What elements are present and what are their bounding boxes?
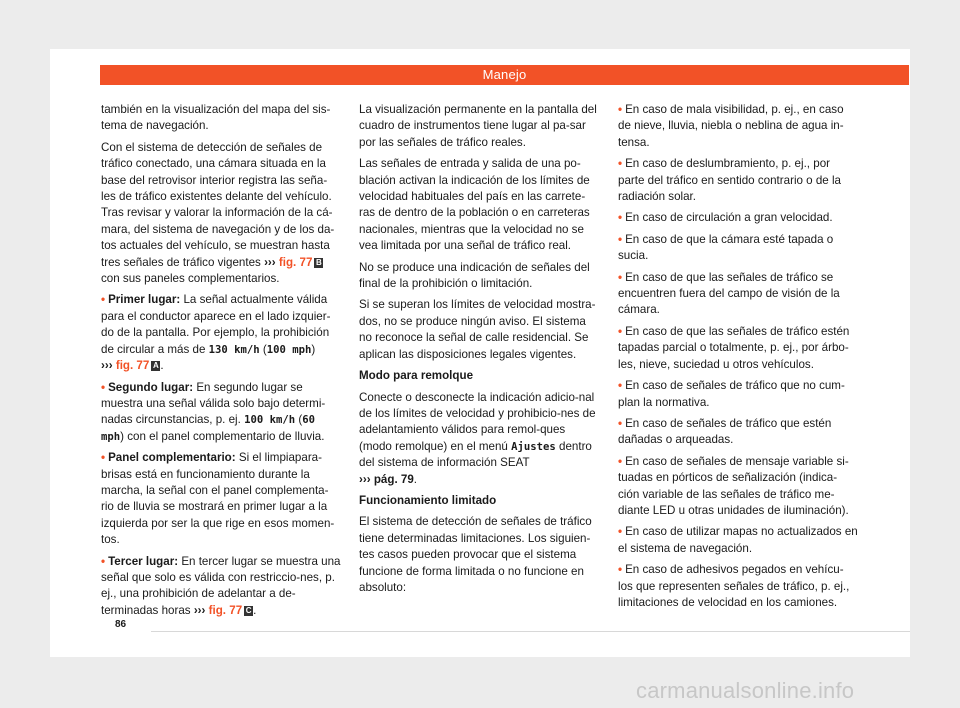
list-item: • En caso de que las señales de tráfico estén tapadas parcial o totalmente, p. ej., por árbo-les, nieve, suciedad u otros vehículos. bbox=[618, 324, 850, 371]
arrow-icon: ››› bbox=[264, 255, 276, 269]
list-item: • En caso de adhesivos pegados en vehícu-los que representen señales de tráfico, p. ej., limitaciones de velocidad en los camiones. bbox=[618, 563, 850, 609]
column-1 bbox=[101, 102, 341, 624]
list-item: • Panel complementario: Si el limpiapara-brisas está en funcionamiento durante la marcha, la señal con el panel complementa-rio de lluvia se mostrará en primer lugar a la izquierda por ser la que rige en esos momen-tos. bbox=[101, 451, 335, 547]
arrow-icon: ››› bbox=[101, 359, 113, 373]
figure-link[interactable]: fig. 77 bbox=[278, 255, 313, 269]
page-number: 86 bbox=[115, 619, 127, 630]
bullet-icon: • bbox=[618, 324, 623, 338]
list-item: • En caso de que las señales de tráfico se encuentren fuera del campo de visión de la cámara. bbox=[618, 270, 840, 317]
footer-divider bbox=[151, 631, 910, 632]
bullet-icon: • bbox=[101, 451, 106, 465]
paragraph: Con el sistema de detección de señales de tráfico conectado, una cámara situada en la base del retrovisor interior registra las seña-les de tráfico existentes delante del vehículo. Tras revisar y valorar la información de la cá-mara, del sistema de navegación y de los da-tos actuales del vehículo, se muestran hasta tres señales de tráfico vigentes ››› fig. 77 B con sus paneles complementarios. bbox=[101, 140, 335, 286]
list-item: • En caso de deslumbramiento, p. ej., por parte del tráfico en sentido contrario o de la radiación solar. bbox=[618, 157, 841, 204]
paragraph: No se produce una indicación de señales del final de la prohibición o limitación. bbox=[359, 260, 590, 291]
bullet-icon: • bbox=[618, 416, 623, 430]
figure-label-icon: C bbox=[245, 605, 252, 615]
page bbox=[50, 49, 910, 657]
bullet-icon: • bbox=[618, 103, 623, 116]
figure-label-icon: A bbox=[152, 361, 159, 371]
paragraph: Si se superan los límites de velocidad mostra-dos, no se produce ningún aviso. El sistema no reconoce la señal de calle residencial. Se aplican las disposiciones legales vigentes. bbox=[359, 298, 596, 361]
arrow-icon: ››› bbox=[359, 472, 371, 486]
figure-link[interactable]: fig. 77 bbox=[115, 359, 150, 373]
bullet-icon: • bbox=[101, 293, 106, 307]
bullet-icon: • bbox=[618, 563, 623, 577]
paragraph: El sistema de detección de señales de tráfico tiene determinadas limitaciones. Los siguien-tes casos pueden provocar que el sistema funcione de forma limitada o no funcione en absoluto: bbox=[359, 515, 592, 594]
watermark: carmanualsonline.info bbox=[636, 678, 855, 703]
paragraph: también en la visualización del mapa del sis-tema de navegación. bbox=[101, 103, 331, 133]
paragraph: Conecte o desconecte la indicación adicio-nal de los límites de velocidad y prohibicio-nes de adelantamiento válidos para remol-ques (modo remolque) en el menú Ajustes dentro del sistema de información SEAT ››› pág. 79. bbox=[359, 390, 596, 486]
list-item: • En caso de señales de mensaje variable si-tuadas en pórticos de señalización (indica-ción variable de las señales de tráfico me-diante LED u otras unidades de iluminación). bbox=[618, 454, 849, 517]
list-item: • En caso de mala visibilidad, p. ej., en caso de nieve, lluvia, niebla o neblina de agua in-tensa. bbox=[618, 103, 844, 149]
column-3 bbox=[618, 102, 858, 616]
menu-name: Ajustes bbox=[511, 440, 556, 453]
list-item: • Tercer lugar: En tercer lugar se muestra una señal que solo es válida con restriccio-nes, p. ej., una prohibición de adelantar a de-terminadas horas ››› fig. 77 C . bbox=[101, 554, 341, 617]
list-item: • En caso de que la cámara esté tapada o sucia. bbox=[618, 232, 834, 263]
page-link[interactable]: pág. 79 bbox=[373, 472, 414, 486]
bullet-icon: • bbox=[618, 232, 623, 246]
list-item: • Segundo lugar: En segundo lugar se muestra una señal válida solo bajo determi-nadas circunstancias, p. ej. 100 km/h (60 mph) con el panel complementario de lluvia. bbox=[101, 380, 326, 443]
list-item: • En caso de señales de tráfico que estén dañadas o arqueadas. bbox=[618, 416, 832, 447]
arrow-icon: ››› bbox=[193, 603, 206, 617]
list-item: • En caso de señales de tráfico que no cum-plan la normativa. bbox=[618, 379, 845, 409]
subheading: Funcionamiento limitado bbox=[359, 493, 497, 507]
bullet-icon: • bbox=[618, 454, 623, 468]
bullet-icon: • bbox=[101, 554, 106, 568]
section-header: Manejo bbox=[100, 65, 909, 85]
bullet-icon: • bbox=[618, 379, 623, 393]
paragraph: La visualización permanente en la pantalla del cuadro de instrumentos tiene lugar al pa-sar por las señales de tráfico reales. bbox=[359, 103, 597, 149]
bullet-icon: • bbox=[618, 270, 623, 284]
bullet-icon: • bbox=[101, 380, 106, 394]
bullet-icon: • bbox=[618, 525, 623, 539]
figure-link[interactable]: fig. 77 bbox=[208, 603, 243, 617]
figure-label-icon: B bbox=[316, 257, 322, 267]
subheading: Modo para remolque bbox=[359, 369, 474, 383]
list-item: • En caso de utilizar mapas no actualizados en el sistema de navegación. bbox=[618, 525, 858, 555]
list-item: • En caso de circulación a gran velocidad. bbox=[618, 211, 833, 225]
bullet-icon: • bbox=[618, 211, 623, 225]
column-2 bbox=[359, 102, 599, 601]
bullet-icon: • bbox=[618, 157, 623, 171]
list-item: • Primer lugar: La señal actualmente válida para el conductor aparece en el lado izquier-do de la pantalla. Por ejemplo, la prohibición de circular a más de 130 km/h (100 mph) ››› fig. 77 A . bbox=[101, 293, 331, 373]
paragraph: Las señales de entrada y salida de una po-blación activan la indicación de los límites de velocidad habituales del país en las carrete-ras de dentro de la población o en carreteras nacionales, mientras que la velocidad no se vea limitada por una señal de tráfico real. bbox=[359, 157, 590, 253]
